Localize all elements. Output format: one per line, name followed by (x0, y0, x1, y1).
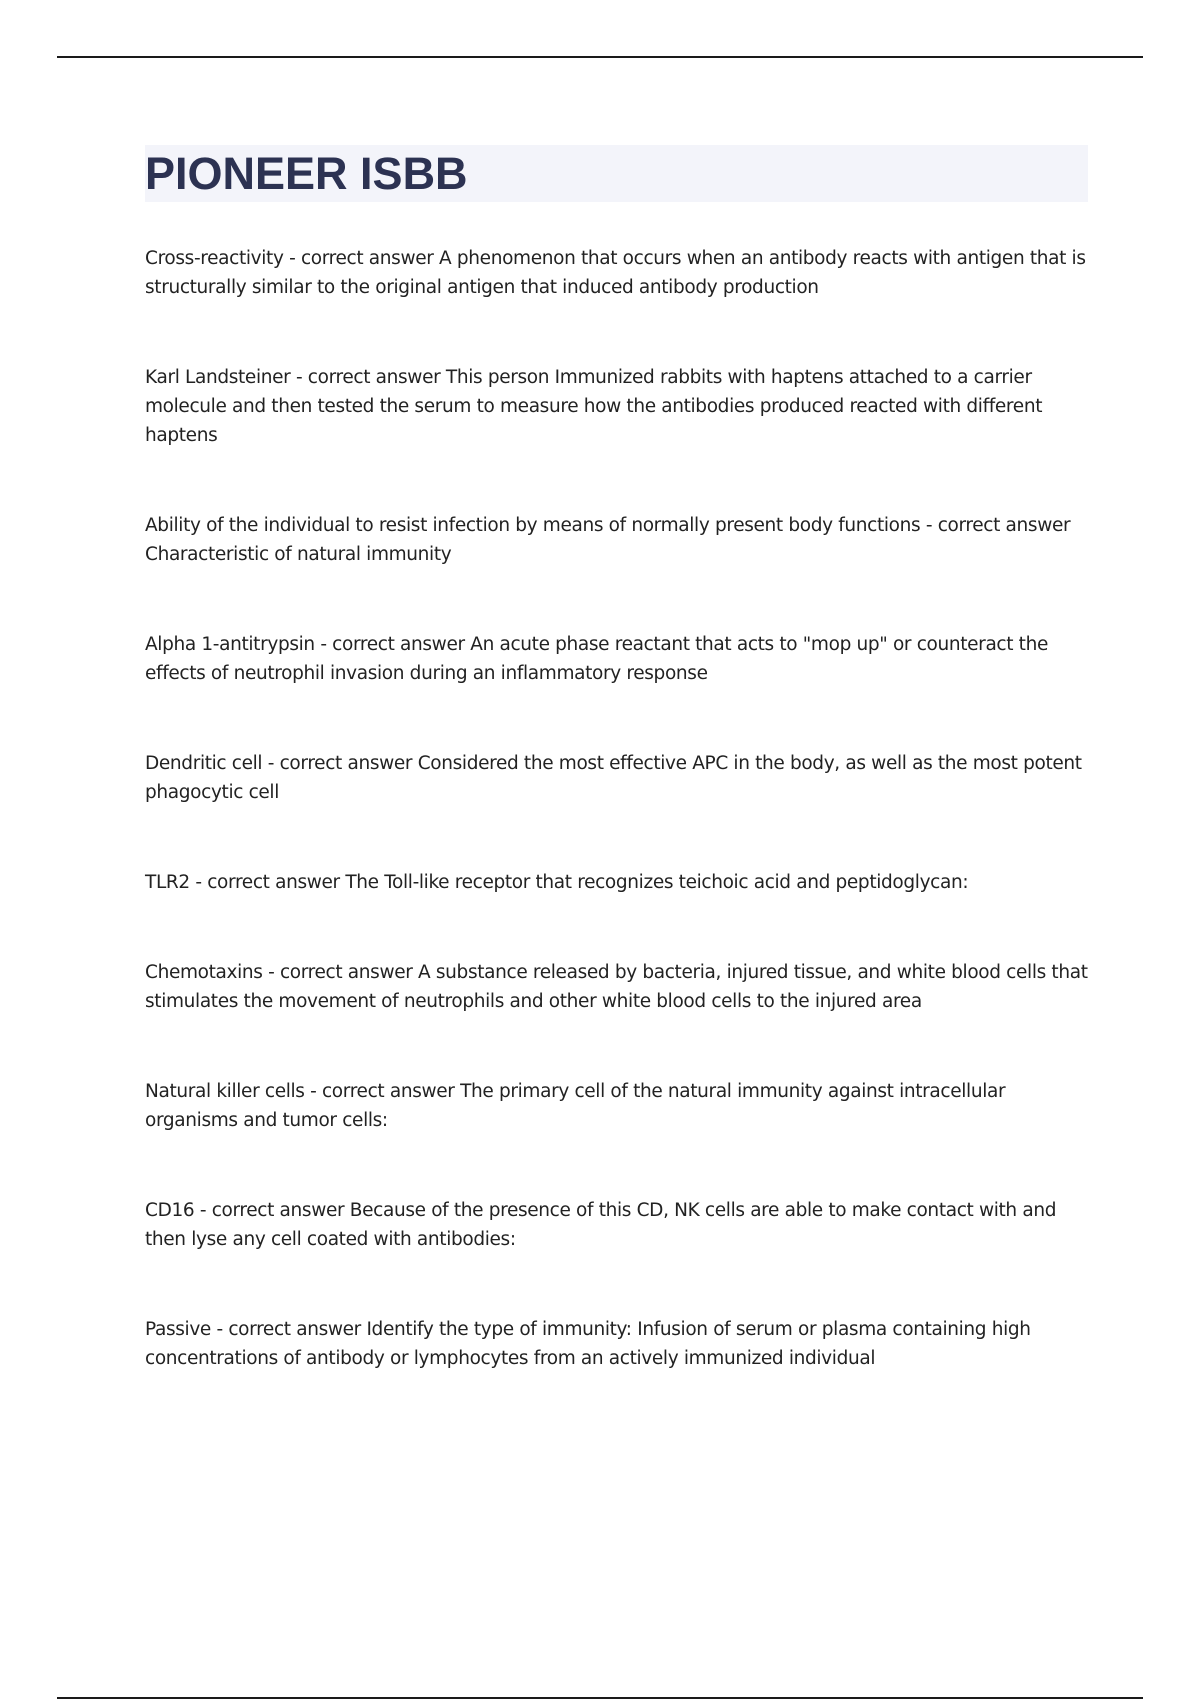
top-rule (57, 56, 1143, 58)
bottom-rule (57, 1697, 1143, 1699)
qa-item-karl-landsteiner: Karl Landsteiner - correct answer This person Immunized rabbits with haptens attached to a carrier molecule and then tested the serum to measure how the antibodies produced reacted with different haptens (145, 367, 1043, 446)
qa-item-chemotaxins: Chemotaxins - correct answer A substance released by bacteria, injured tissue, and white blood cells that stimulates the movement of neutrophils and other white blood cells to the injured area (145, 962, 1088, 1012)
qa-item-cross-reactivity: Cross-reactivity - correct answer A phenomenon that occurs when an antibody reacts with antigen that is structurally similar to the original antigen that induced antibody production (145, 248, 1086, 298)
page-title: PIONEER ISBB (145, 148, 468, 199)
qa-list (145, 244, 1095, 1434)
qa-item-natural-immunity: Ability of the individual to resist infection by means of normally present body functions - correct answer Characteristic of natural immunity (145, 515, 1071, 565)
qa-item-passive: Passive - correct answer Identify the type of immunity: Infusion of serum or plasma containing high concentrations of antibody or lymphocytes from an actively immunized individual (145, 1319, 1031, 1369)
qa-item-tlr2: TLR2 - correct answer The Toll-like receptor that recognizes teichoic acid and peptidoglycan: (145, 872, 969, 893)
qa-item-dendritic-cell: Dendritic cell - correct answer Considered the most effective APC in the body, as well as the most potent phagocytic cell (145, 753, 1082, 803)
qa-item-cd16: CD16 - correct answer Because of the presence of this CD, NK cells are able to make contact with and then lyse any cell coated with antibodies: (145, 1200, 1057, 1250)
qa-item-alpha-1-antitrypsin: Alpha 1-antitrypsin - correct answer An acute phase reactant that acts to "mop up" or counteract the effects of neutrophil invasion during an inflammatory response (145, 634, 1048, 684)
qa-item-natural-killer-cells: Natural killer cells - correct answer The primary cell of the natural immunity against intracellular organisms and tumor cells: (145, 1081, 1006, 1131)
